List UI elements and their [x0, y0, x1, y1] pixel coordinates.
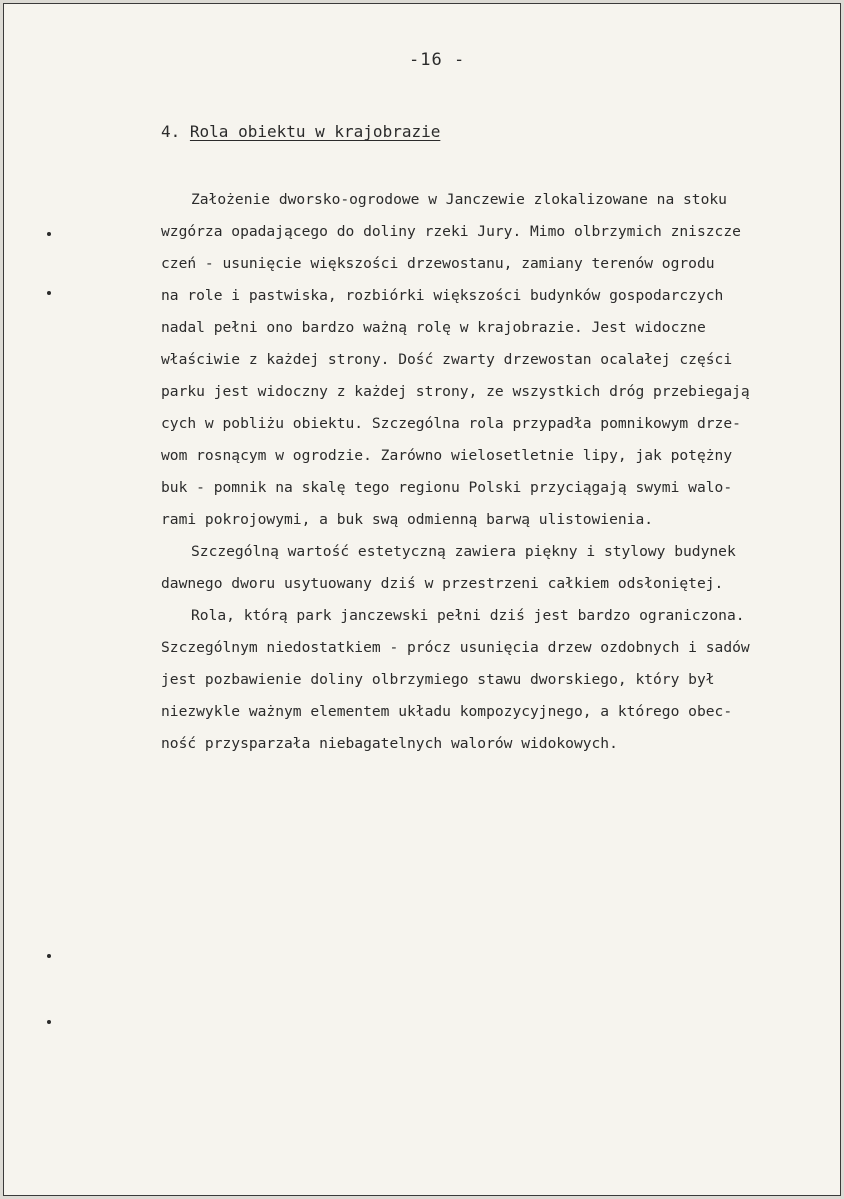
- text-line: czeń - usunięcie większości drzewostanu, zamiany terenów ogrodu: [161, 255, 715, 272]
- text-line: jest pozbawienie doliny olbrzymiego stawu dworskiego, który był: [161, 671, 715, 688]
- text-line: właściwie z każdej strony. Dość zwarty drzewostan ocalałej części: [161, 351, 733, 368]
- section-heading: [161, 122, 440, 141]
- text-line: cych w pobliżu obiektu. Szczególna rola przypadła pomnikowym drze-: [161, 415, 741, 432]
- document-page: [3, 3, 841, 1196]
- text-line: buk - pomnik na skalę tego regionu Polski przyciągają swymi walo-: [161, 479, 733, 496]
- punch-hole-mark: [47, 291, 51, 295]
- text-line: na role i pastwiska, rozbiórki większości budynków gospodarczych: [161, 287, 724, 304]
- text-line: dawnego dworu usytuowany dziś w przestrzeni całkiem odsłoniętej.: [161, 575, 724, 592]
- page-number: -16 -: [409, 50, 466, 70]
- text-line: parku jest widoczny z każdej strony, ze wszystkich dróg przebiegają: [161, 383, 750, 400]
- punch-hole-mark: [47, 232, 51, 236]
- paragraph: [161, 536, 844, 600]
- text-line: Szczególną wartość estetyczną zawiera piękny i stylowy budynek: [191, 543, 736, 560]
- text-line: rami pokrojowymi, a buk swą odmienną barwą ulistowienia.: [161, 511, 654, 528]
- paragraph: [161, 600, 844, 760]
- body-text: [161, 184, 844, 760]
- text-line: ność przysparzała niebagatelnych walorów widokowych.: [161, 735, 618, 752]
- punch-hole-mark: [47, 1020, 51, 1024]
- paragraph: [161, 184, 844, 536]
- text-line: niezwykle ważnym elementem układu kompozycyjnego, a którego obec-: [161, 703, 733, 720]
- text-line: Założenie dworsko-ogrodowe w Janczewie zlokalizowane na stoku: [191, 191, 727, 208]
- text-line: Szczególnym niedostatkiem - prócz usunięcia drzew ozdobnych i sadów: [161, 639, 750, 656]
- text-line: wzgórza opadającego do doliny rzeki Jury. Mimo olbrzymich zniszcze: [161, 223, 741, 240]
- section-title: Rola obiektu w krajobrazie: [189, 122, 441, 141]
- section-number: 4.: [161, 122, 181, 141]
- punch-hole-mark: [47, 954, 51, 958]
- text-line: wom rosnącym w ogrodzie. Zarówno wielosetletnie lipy, jak potężny: [161, 447, 733, 464]
- text-line: nadal pełni ono bardzo ważną rolę w krajobrazie. Jest widoczne: [161, 319, 706, 336]
- text-line: Rola, którą park janczewski pełni dziś jest bardzo ograniczona.: [191, 607, 745, 624]
